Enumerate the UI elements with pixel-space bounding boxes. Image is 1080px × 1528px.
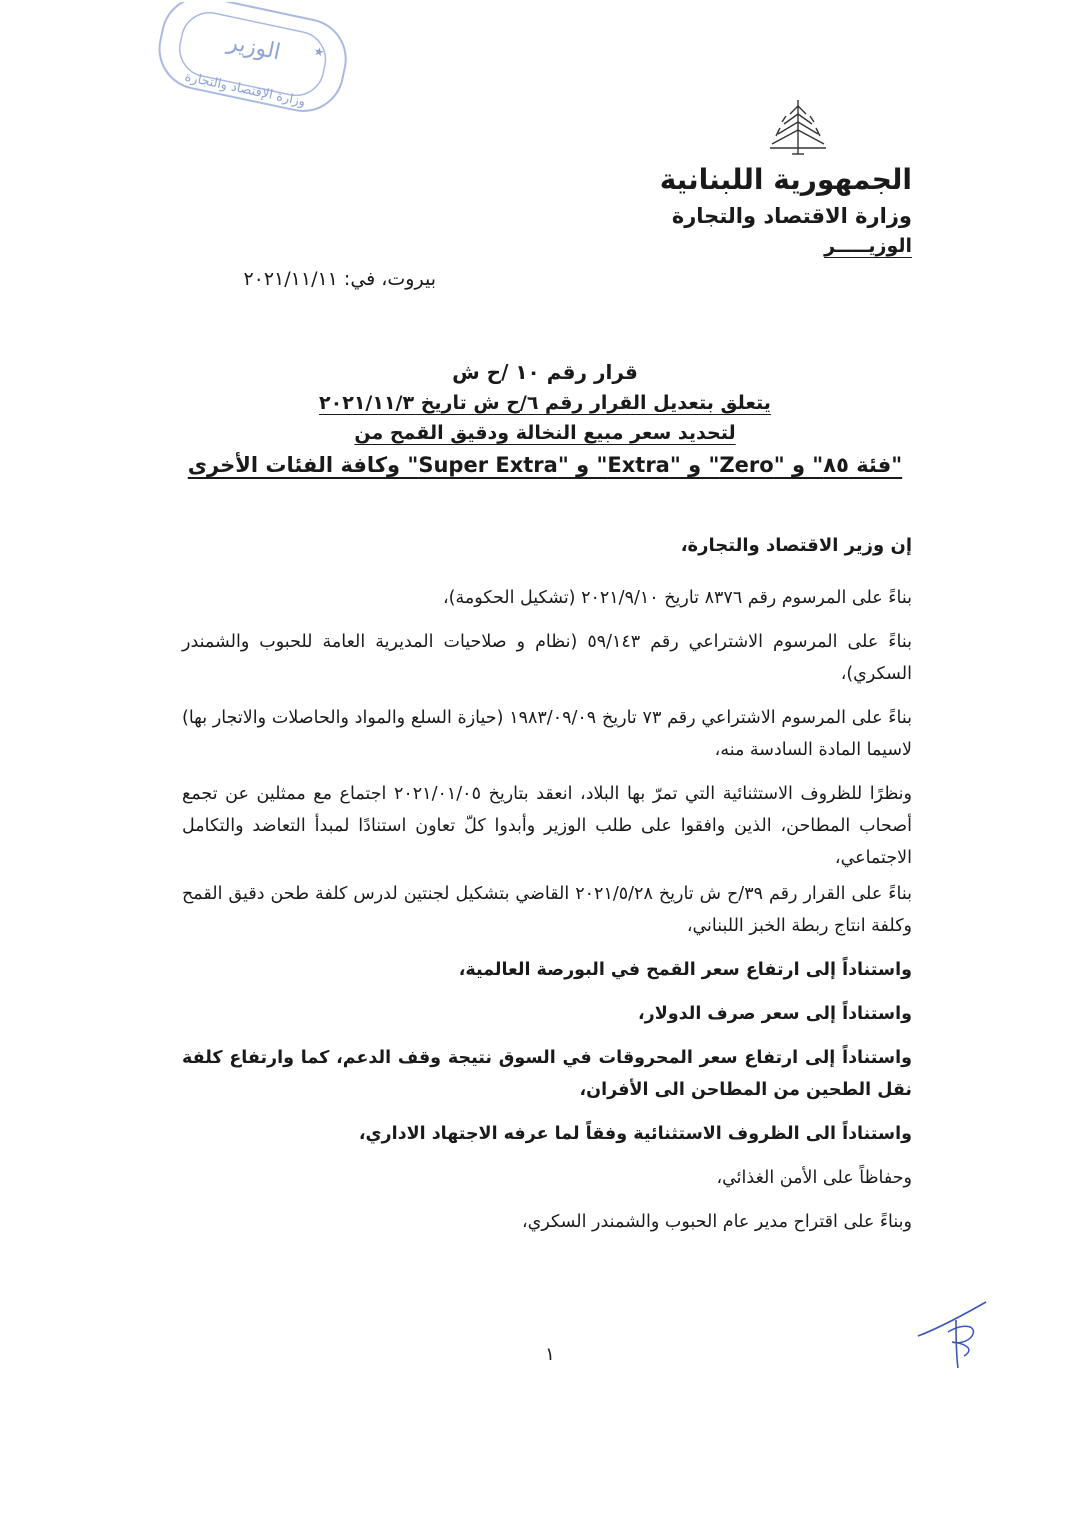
page-number: ١ <box>545 1344 555 1365</box>
recital-4: ونظرًا للظروف الاستثنائية التي تمرّ بها البلاد، انعقد بتاريخ ٢٠٢١/٠١/٠٥ اجتماع مع ممثلين عن تجمع أصحاب المطاحن، الذين وافقوا على طلب الوزير وأبدوا كلّ تعاون استنادًا لمبدأ التعاضد والتكامل الاجتماعي، <box>182 784 912 868</box>
recital-6: واستناداً إلى ارتفاع سعر القمح في البورصة العالمية، <box>458 960 912 980</box>
signature-mark <box>912 1292 994 1374</box>
svg-text:★: ★ <box>312 43 326 60</box>
minister-title: الوزيـــــر <box>824 235 912 257</box>
date-line: بيروت، في: ٢٠٢١/١١/١١ <box>243 268 436 290</box>
letterhead <box>492 160 912 260</box>
svg-text:الوزير: الوزير <box>225 29 283 66</box>
republic-name: الجمهورية اللبنانية <box>659 163 912 196</box>
recital-10: وحفاظاً على الأمن الغذائي، <box>716 1168 912 1188</box>
decision-title <box>170 356 920 482</box>
recital-8: واستناداً إلى ارتفاع سعر المحروقات في السوق نتيجة وقف الدعم، كما وارتفاع كلفة نقل الطحين من المطاحن الى الأفران، <box>182 1048 912 1100</box>
recital-1: بناءً على المرسوم رقم ٨٣٧٦ تاريخ ٢٠٢١/٩/١٠ (تشكيل الحكومة)، <box>443 588 912 608</box>
document-body <box>182 530 912 1250</box>
ministry-name: وزارة الاقتصاد والتجارة <box>671 204 912 228</box>
decision-subject-line-1: يتعلق بتعديل القرار رقم ٦/ح ش تاريخ ٢٠٢١/١١/٣ <box>319 392 771 414</box>
ministry-stamp <box>145 2 360 112</box>
cedar-emblem-icon <box>762 96 834 160</box>
recital-5: بناءً على القرار رقم ٣٩/ح ش تاريخ ٢٠٢١/٥/٢٨ القاضي بتشكيل لجنتين لدرس كلفة طحن دقيق القمح وكلفة انتاج ربطة الخبز اللبناني، <box>182 884 912 936</box>
recital-11: وبناءً على اقتراح مدير عام الحبوب والشمندر السكري، <box>522 1212 912 1232</box>
decision-number: قرار رقم ١٠ /ح ش <box>452 360 638 384</box>
recital-2: بناءً على المرسوم الاشتراعي رقم ٥٩/١٤٣ (نظام و صلاحيات المديرية العامة للحبوب والشمندر السكري)، <box>182 632 912 684</box>
recital-3: بناءً على المرسوم الاشتراعي رقم ٧٣ تاريخ ١٩٨٣/٠٩/٠٩ (حيازة السلع والمواد والحاصلات والاتجار بها) لاسيما المادة السادسة منه، <box>182 708 912 760</box>
svg-text:وزارة الإقتصاد والتجارة: وزارة الإقتصاد والتجارة <box>183 69 307 110</box>
recital-9: واستناداً الى الظروف الاستثنائية وفقاً لما عرفه الاجتهاد الاداري، <box>358 1124 912 1144</box>
decision-subject-line-3: "فئة ٨٥" و "Zero" و "Extra" و "Super Extra" وكافة الفئات الأخرى <box>187 453 903 477</box>
recital-7: واستناداً إلى سعر صرف الدولار، <box>638 1004 912 1024</box>
decision-subject-line-2: لتحديد سعر مبيع النخالة ودقيق القمح من <box>354 422 736 444</box>
intro-line: إن وزير الاقتصاد والتجارة، <box>680 535 912 556</box>
